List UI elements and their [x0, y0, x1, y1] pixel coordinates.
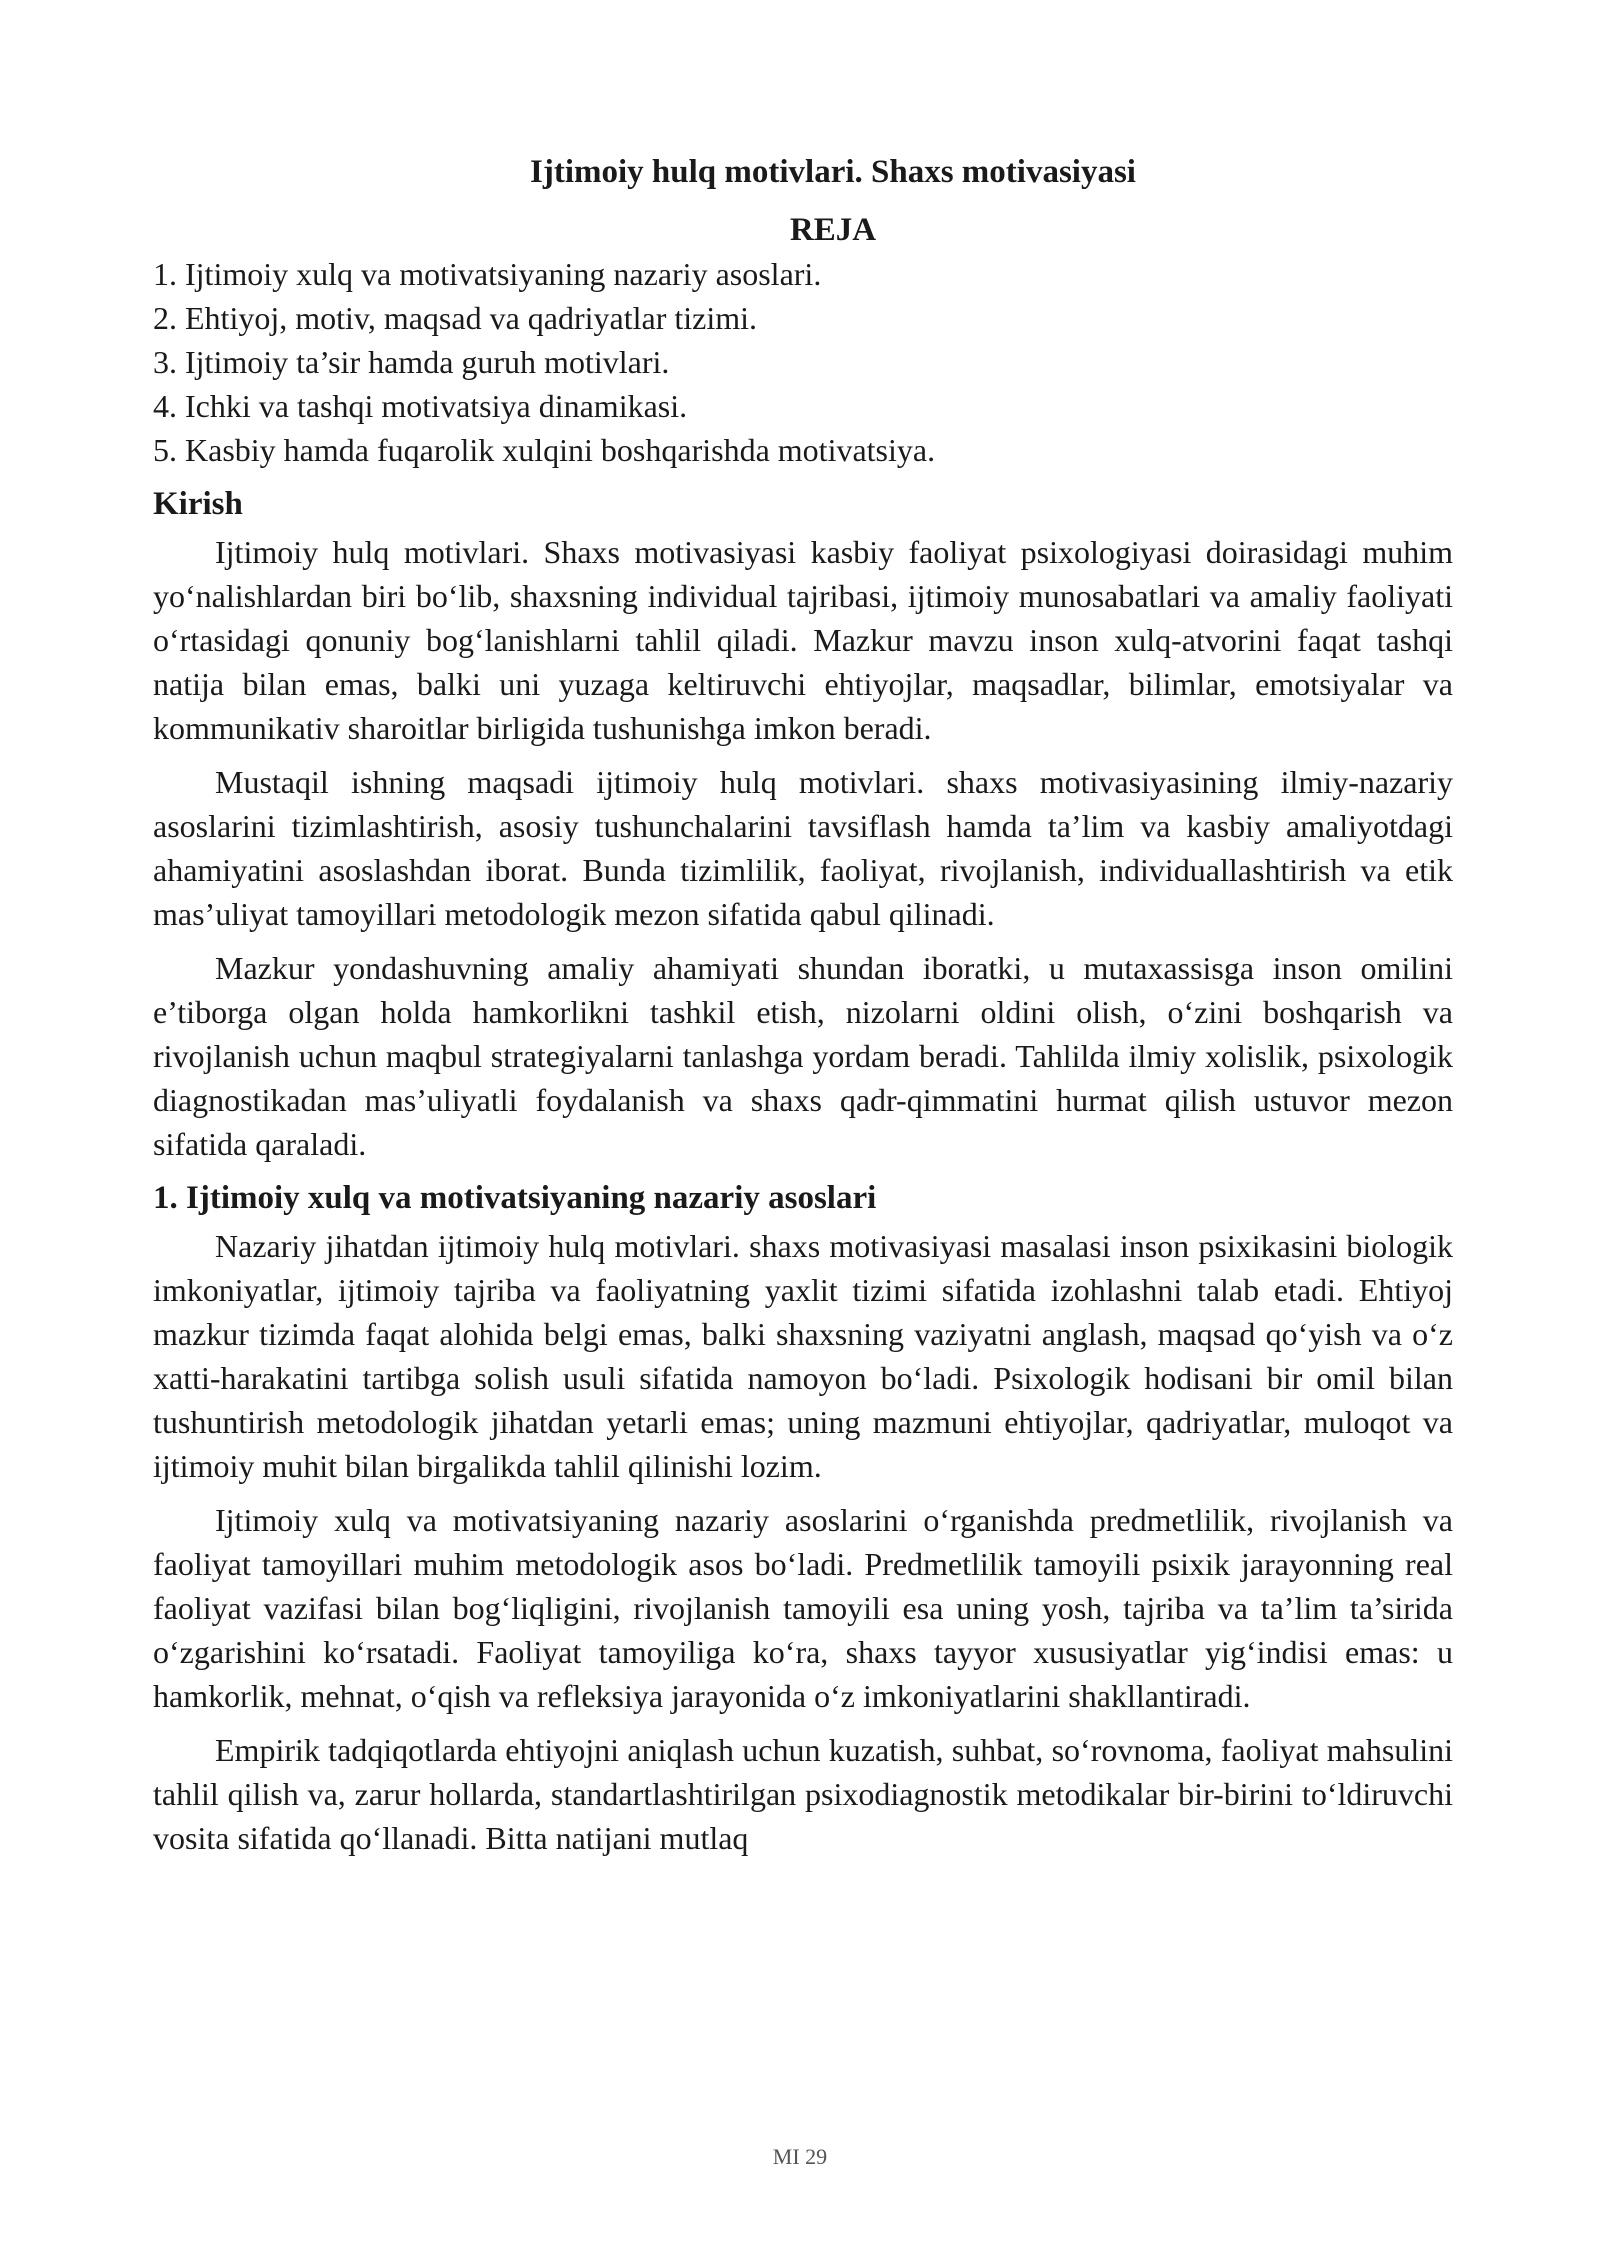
plan-list	[153, 252, 1453, 472]
section-1-paragraph: Ijtimoiy xulq va motivatsiyaning nazariy asoslarini o‘rganishda predmetlilik, rivojlanish va faoliyat tamoyillari muhim metodologik asos bo‘ladi. Predmetlilik tamoyili psixik jarayonning real faoliyat vazifasi bilan bog‘liqligini, rivojlanish tamoyili esa uning yosh, tajriba va ta’lim ta’sirida o‘zgarishini ko‘rsatadi. Faoliyat tamoyiliga ko‘ra, shaxs tayyor xususiyatlar yig‘indisi emas: u hamkorlik, mehnat, o‘qish va refleksiya jarayonida o‘z imkoniyatlarini shakllantiradi.	[153, 1502, 1453, 1714]
plan-item: 1. Ijtimoiy xulq va motivatsiyaning nazariy asoslari.	[153, 256, 822, 292]
section-1-paragraph: Empirik tadqiqotlarda ehtiyojni aniqlash uchun kuzatish, suhbat, so‘rovnoma, faoliyat mahsulini tahlil qilish va, zarur hollarda, standartlashtirilgan psixodiagnostik metodikalar bir-birini to‘ldiruvchi vosita sifatida qo‘llanadi. Bitta natijani mutlaq	[153, 1732, 1453, 1856]
section-1-heading: 1. Ijtimoiy xulq va motivatsiyaning nazariy asoslari	[153, 1180, 877, 1216]
plan-item: 4. Ichki va tashqi motivatsiya dinamikasi.	[153, 388, 688, 424]
section-1-paragraph: Nazariy jihatdan ijtimoiy hulq motivlari. shaxs motivasiyasi masalasi inson psixikasini biologik imkoniyatlar, ijtimoiy tajriba va faoliyatning yaxlit tizimi sifatida izohlashni talab etadi. Ehtiyoj mazkur tizimda faqat alohida belgi emas, balki shaxsning vaziyatni anglash, maqsad qo‘yish va o‘z xatti-harakatini tartibga solish usuli sifatida namoyon bo‘ladi. Psixologik hodisani bir omil bilan tushuntirish metodologik jihatdan yetarli emas; uning mazmuni ehtiyojlar, qadriyatlar, muloqot va ijtimoiy muhit bilan birgalikda tahlil qilinishi lozim.	[153, 1228, 1453, 1484]
intro-paragraph: Ijtimoiy hulq motivlari. Shaxs motivasiyasi kasbiy faoliyat psixologiyasi doirasidagi muhim yo‘nalishlardan biri bo‘lib, shaxsning individual tajribasi, ijtimoiy munosabatlari va amaliy faoliyati o‘rtasidagi qonuniy bog‘lanishlarni tahlil qiladi. Mazkur mavzu inson xulq-atvorini faqat tashqi natija bilan emas, balki uni yuzaga keltiruvchi ehtiyojlar, maqsadlar, bilimlar, emotsiyalar va kommunikativ sharoitlar birligida tushunishga imkon beradi.	[153, 534, 1453, 746]
intro-paragraph: Mustaqil ishning maqsadi ijtimoiy hulq motivlari. shaxs motivasiyasining ilmiy-nazariy asoslarini tizimlashtirish, asosiy tushunchalarini tavsiflash hamda ta’lim va kasbiy amaliyotdagi ahamiyatini asoslashdan iborat. Bunda tizimlilik, faoliyat, rivojlanish, individuallashtirish va etik mas’uliyat tamoyillari metodologik mezon sifatida qabul qilinadi.	[153, 764, 1453, 932]
plan-item: 5. Kasbiy hamda fuqarolik xulqini boshqarishda motivatsiya.	[153, 432, 936, 468]
plan-item: 2. Ehtiyoj, motiv, maqsad va qadriyatlar tizimi.	[153, 300, 758, 336]
page-content	[153, 150, 1453, 1860]
intro-heading: Kirish	[153, 486, 243, 522]
page-number: MI 29	[772, 2144, 828, 2169]
plan-item: 3. Ijtimoiy ta’sir hamda guruh motivlari.	[153, 344, 670, 380]
intro-paragraph: Mazkur yondashuvning amaliy ahamiyati shundan iboratki, u mutaxassisga inson omilini e’tiborga olgan holda hamkorlikni tashkil etish, nizolarni oldini olish, o‘zini boshqarish va rivojlanish uchun maqbul strategiyalarni tanlashga yordam beradi. Tahlilda ilmiy xolislik, psixologik diagnostikadan mas’uliyatli foydalanish va shaxs qadr-qimmatini hurmat qilish ustuvor mezon sifatida qaraladi.	[153, 950, 1453, 1162]
document-title: Ijtimoiy hulq motivlari. Shaxs motivasiyasi	[530, 154, 1136, 190]
plan-title: REJA	[789, 212, 877, 248]
